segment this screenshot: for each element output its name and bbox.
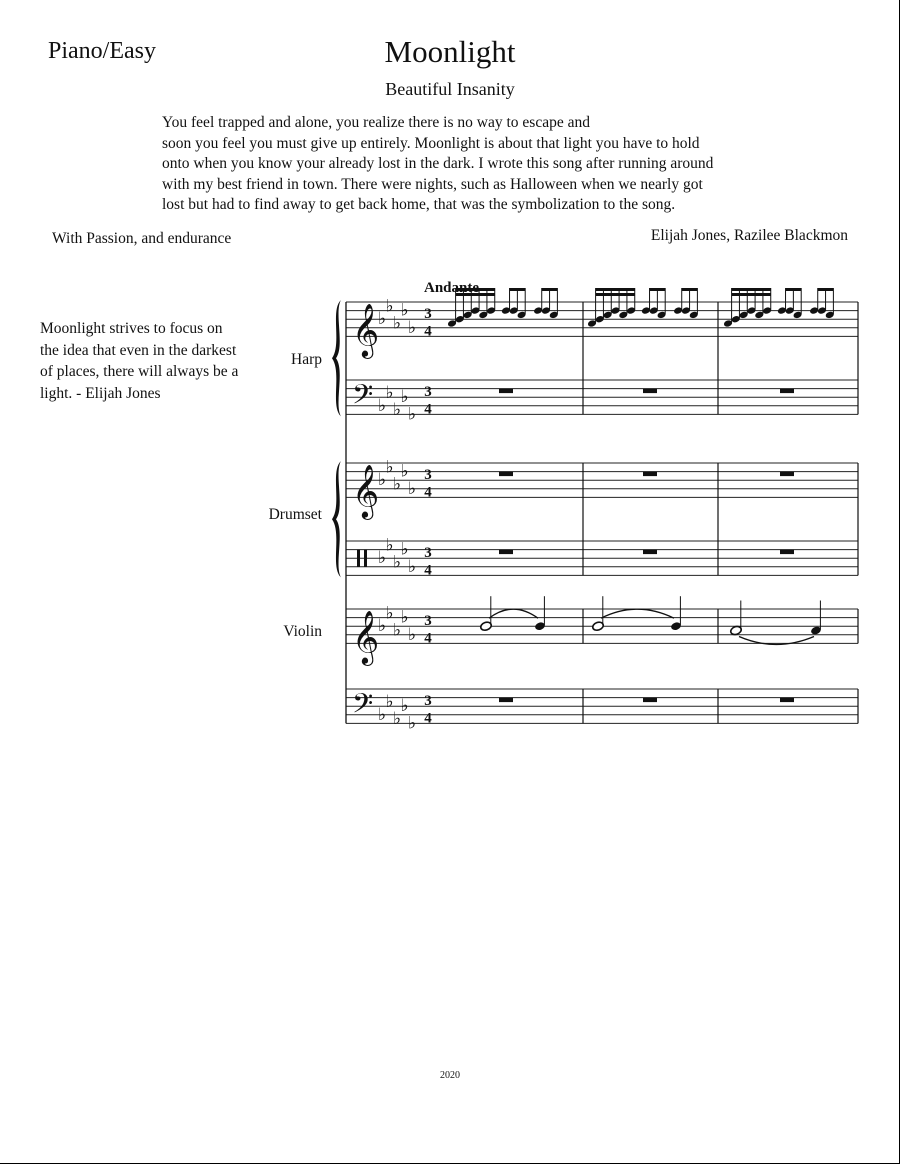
time-signature-denominator: 4 xyxy=(424,484,432,501)
side-note-line: light. - Elijah Jones xyxy=(40,384,161,402)
staff-braces xyxy=(332,300,341,577)
flat-sign: ♭ xyxy=(385,535,394,556)
measure-rest xyxy=(499,698,513,703)
flat-sign: ♭ xyxy=(408,478,417,499)
time-signature-denominator: 4 xyxy=(424,401,432,418)
flat-sign: ♭ xyxy=(385,457,394,478)
beam xyxy=(510,288,526,291)
measure-rest xyxy=(643,550,657,555)
instrument-label-drumset: Drumset xyxy=(268,506,322,523)
instrument-label-harp: Harp xyxy=(291,351,322,368)
tie xyxy=(489,609,538,618)
flat-sign: ♭ xyxy=(393,620,402,641)
beam xyxy=(596,288,635,291)
flat-sign: ♭ xyxy=(408,624,417,645)
flat-sign: ♭ xyxy=(385,296,394,317)
beam xyxy=(786,288,802,291)
flat-sign: ♭ xyxy=(393,400,402,421)
flat-sign: ♭ xyxy=(400,539,409,560)
description-line: soon you feel you must give up entirely. Moonlight is about that light you have to hold xyxy=(162,134,700,152)
measure-rest xyxy=(780,550,794,555)
flat-sign: ♭ xyxy=(378,470,387,491)
brace xyxy=(332,300,341,416)
measure-rest xyxy=(780,389,794,394)
measure-rest xyxy=(499,550,513,555)
time-signature-numerator: 3 xyxy=(424,693,432,710)
side-note-line: the idea that even in the darkest xyxy=(40,341,237,359)
flat-sign: ♭ xyxy=(408,556,417,577)
bass-clef: 𝄢 xyxy=(352,686,374,726)
flat-sign: ♭ xyxy=(393,709,402,730)
flat-sign: ♭ xyxy=(378,616,387,637)
whole-rests xyxy=(499,389,794,702)
copyright-year: 2020 xyxy=(440,1070,460,1081)
flat-sign: ♭ xyxy=(400,461,409,482)
beam xyxy=(682,288,698,291)
time-signature-numerator: 3 xyxy=(424,545,432,562)
side-note-line: Moonlight strives to focus on xyxy=(40,320,223,337)
difficulty-label: Piano/Easy xyxy=(48,38,156,64)
time-signature-numerator: 3 xyxy=(424,384,432,401)
flat-sign: ♭ xyxy=(385,382,394,403)
beam xyxy=(596,293,635,296)
beam xyxy=(818,288,834,291)
treble-clef: 𝄞 xyxy=(352,463,380,518)
time-signature-numerator: 3 xyxy=(424,306,432,323)
description-line: You feel trapped and alone, you realize there is no way to escape and xyxy=(162,114,590,131)
flat-sign: ♭ xyxy=(385,603,394,624)
flat-sign: ♭ xyxy=(378,395,387,416)
beam xyxy=(650,288,666,291)
flat-sign: ♭ xyxy=(378,548,387,569)
measure-rest xyxy=(780,472,794,477)
flat-sign: ♭ xyxy=(393,474,402,495)
flat-sign: ♭ xyxy=(378,704,387,725)
treble-clef: 𝄞 xyxy=(352,609,380,664)
brace xyxy=(332,461,341,577)
side-note-line: of places, there will always be a xyxy=(40,363,239,380)
flat-sign: ♭ xyxy=(400,696,409,717)
treble-clef: 𝄞 xyxy=(352,302,380,357)
time-signature-denominator: 4 xyxy=(424,710,432,727)
percussion-clef xyxy=(357,550,360,567)
violin-notes xyxy=(480,596,822,644)
flat-sign: ♭ xyxy=(408,404,417,425)
time-signature-denominator: 4 xyxy=(424,562,432,579)
beam xyxy=(732,288,771,291)
flat-sign: ♭ xyxy=(400,607,409,628)
flat-sign: ♭ xyxy=(408,713,417,734)
description-line: lost but had to find away to get back home, that was the symbolization to the song. xyxy=(162,196,676,213)
measure-rest xyxy=(643,698,657,703)
time-signature-denominator: 4 xyxy=(424,630,432,647)
description-line: with my best friend in town. There were nights, such as Halloween when we nearly got xyxy=(162,175,703,193)
flat-sign: ♭ xyxy=(393,552,402,573)
flat-sign: ♭ xyxy=(385,691,394,712)
barlines xyxy=(346,302,858,723)
expression-marking: With Passion, and endurance xyxy=(52,230,232,247)
bass-clef: 𝄢 xyxy=(352,377,374,417)
flat-sign: ♭ xyxy=(393,313,402,334)
tempo-marking: Andante xyxy=(424,280,480,296)
measure-rest xyxy=(643,472,657,477)
instrument-label-violin: Violin xyxy=(283,623,322,640)
key-signatures xyxy=(378,296,416,733)
beam xyxy=(542,288,558,291)
time-signature-denominator: 4 xyxy=(424,323,432,340)
flat-sign: ♭ xyxy=(400,300,409,321)
time-signature-numerator: 3 xyxy=(424,613,432,630)
score-subtitle: Beautiful Insanity xyxy=(385,79,515,99)
time-signatures xyxy=(424,306,432,726)
staff-lines xyxy=(346,302,858,723)
clefs xyxy=(352,302,379,725)
tie xyxy=(601,609,674,618)
composer-credit: Elijah Jones, Razilee Blackmon xyxy=(650,227,848,244)
beam xyxy=(732,293,771,296)
flat-sign: ♭ xyxy=(400,387,409,408)
score-title: Moonlight xyxy=(384,34,516,69)
flat-sign: ♭ xyxy=(408,317,417,338)
description-line: onto when you know your already lost in the dark. I wrote this song after running around xyxy=(162,155,714,172)
measure-rest xyxy=(643,389,657,394)
measure-rest xyxy=(499,472,513,477)
percussion-clef xyxy=(364,550,367,567)
measure-rest xyxy=(780,698,794,703)
measure-rest xyxy=(499,389,513,394)
flat-sign: ♭ xyxy=(378,309,387,330)
time-signature-numerator: 3 xyxy=(424,467,432,484)
harp-sixteenth-notes xyxy=(447,288,835,328)
